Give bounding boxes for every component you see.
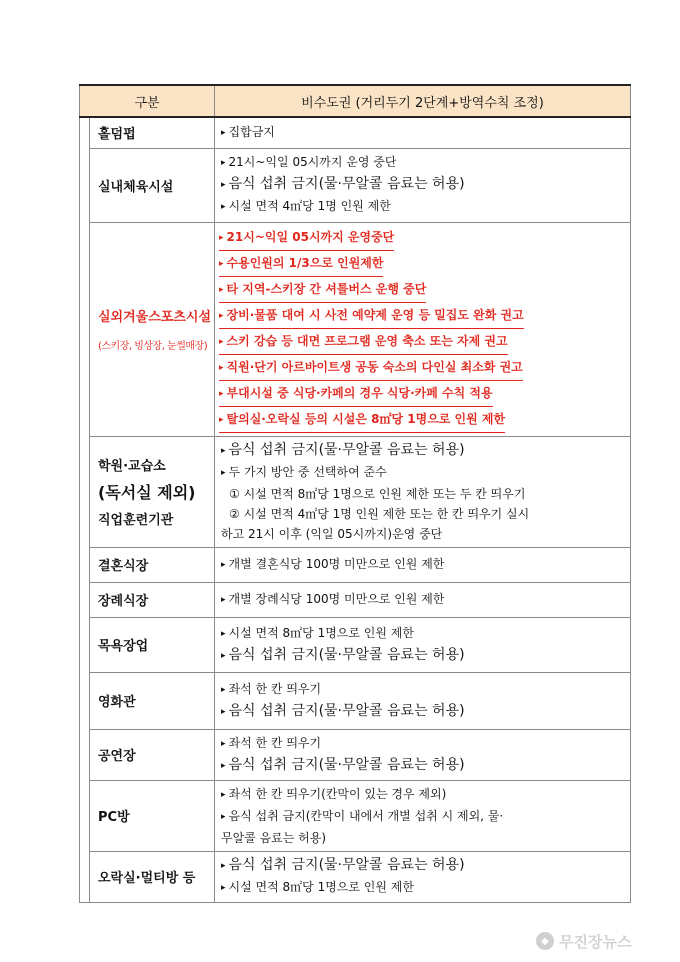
bullet-icon: ▸ [219, 232, 224, 243]
bullet-icon: ▸ [219, 310, 224, 321]
list-item: 무알콜 음료는 허용) [221, 830, 327, 845]
list-item: ▸ 21시~익일 05시까지 운영 중단 [221, 155, 397, 169]
row-name-title: 실외겨울스포츠시설 [98, 310, 212, 325]
row-content [215, 436, 631, 547]
bullet-icon: ▸ [221, 760, 226, 771]
regulation-table [79, 84, 631, 903]
list-item: ▸ 집합금지 [221, 124, 275, 139]
table-row-highlight [80, 222, 631, 436]
row-name: 오락실·멀티방 등 [90, 851, 215, 902]
list-item: ▸ 부대시설 중 식당·카페의 경우 식당·카페 수칙 적용 [219, 382, 493, 407]
list-item: ▸ 스키 강습 등 대면 프로그램 운영 축소 또는 자제 권고 [219, 330, 508, 355]
bullet-icon: ▸ [221, 127, 226, 138]
bullet-icon: ▸ [219, 362, 224, 373]
table-row [80, 148, 631, 222]
list-item: ① 시설 면적 8㎡당 1명으로 인원 제한 또는 두 칸 띄우기 [229, 486, 526, 501]
row-name: 홀덤펍 [90, 117, 215, 148]
row-name: 영화관 [90, 672, 215, 729]
row-content [215, 617, 631, 672]
bullet-icon: ▸ [221, 594, 226, 605]
list-item: ▸ 개별 결혼식당 100명 미만으로 인원 제한 [221, 556, 445, 571]
list-item: ▸ 음식 섭취 금지(물·무알콜 음료는 허용) [221, 856, 465, 873]
list-item: ② 시설 면적 4㎡당 1명 인원 제한 또는 한 칸 띄우기 실시 [229, 506, 530, 521]
list-item: ▸ 직원·단기 아르바이트생 공동 숙소의 다인실 최소화 권고 [219, 356, 523, 381]
row-content [215, 148, 631, 222]
bullet-icon: ▸ [221, 882, 226, 893]
header-category: 구분 [80, 85, 215, 117]
table-header-row [80, 85, 631, 117]
bullet-icon: ▸ [221, 158, 226, 168]
row-name: 공연장 [90, 729, 215, 780]
list-item: ▸ 음식 섭취 금지(물·무알콜 음료는 허용) [221, 646, 465, 663]
bullet-icon: ▸ [219, 336, 224, 347]
bullet-icon: ▸ [221, 650, 226, 661]
list-item: ▸ 21시~익일 05시까지 운영중단 [219, 226, 394, 251]
watermark-logo [536, 929, 676, 953]
row-name: 실내체육시설 [90, 148, 215, 222]
row-gutter [80, 117, 90, 902]
row-content [215, 851, 631, 902]
list-item: ▸ 탈의실·오락실 등의 시설은 8㎡당 1명으로 인원 제한 [219, 408, 505, 433]
row-name-line: (독서실 제외) [98, 483, 196, 502]
table-row [80, 851, 631, 902]
table-row [80, 729, 631, 780]
bullet-icon: ▸ [219, 388, 224, 399]
table-row [80, 547, 631, 582]
list-item: ▸ 타 지역-스키장 간 셔틀버스 운행 중단 [219, 278, 426, 303]
list-item: ▸ 시설 면적 8㎡당 1명으로 인원 제한 [221, 625, 414, 640]
list-item: ▸ 좌석 한 칸 띄우기 [221, 681, 322, 696]
row-content [215, 729, 631, 780]
list-item: ▸ 좌석 한 칸 띄우기 [221, 735, 322, 750]
watermark-text: 무진장뉴스 [559, 932, 632, 951]
table-row [80, 436, 631, 547]
table-row [80, 617, 631, 672]
table-row [80, 117, 631, 148]
row-name-line: 학원·교습소 [98, 459, 166, 474]
table-row [80, 780, 631, 851]
table-row [80, 582, 631, 617]
logo-icon: ◆ [536, 932, 554, 950]
row-name: 장례식장 [90, 582, 215, 617]
list-item: ▸ 음식 섭취 금지(물·무알콜 음료는 허용) [221, 702, 465, 719]
bullet-icon: ▸ [221, 467, 226, 478]
row-name-line: 직업훈련기관 [98, 513, 174, 528]
bullet-icon: ▸ [221, 706, 226, 717]
row-name [90, 222, 215, 436]
list-item: ▸ 시설 면적 4㎡당 1명 인원 제한 [221, 199, 391, 213]
row-content [215, 222, 631, 436]
row-name: 목욕장업 [90, 617, 215, 672]
bullet-icon: ▸ [221, 738, 226, 749]
bullet-icon: ▸ [221, 860, 226, 871]
list-item: ▸ 음식 섭취 금지(칸막이 내에서 개별 섭취 시 제외, 물· [221, 808, 504, 823]
list-item: ▸ 좌석 한 칸 띄우기(칸막이 있는 경우 제외) [221, 786, 447, 801]
row-content [215, 582, 631, 617]
row-content [215, 547, 631, 582]
row-content [215, 672, 631, 729]
list-item: ▸ 두 가지 방안 중 선택하여 준수 [221, 464, 387, 479]
list-item: ▸ 장비·물품 대여 시 사전 예약제 운영 등 밀집도 완화 권고 [219, 304, 524, 329]
list-item: ▸ 음식 섭취 금지(물·무알콜 음료는 허용) [221, 441, 465, 458]
row-name [90, 436, 215, 547]
bullet-icon: ▸ [221, 811, 226, 822]
bullet-icon: ▸ [221, 789, 226, 800]
header-region: 비수도권 (거리두기 2단계+방역수칙 조정) [215, 85, 631, 117]
row-name-sub: (스키장, 빙상장, 눈썰매장) [98, 341, 208, 352]
table-row [80, 672, 631, 729]
list-item: ▸ 음식 섭취 금지(물·무알콜 음료는 허용) [221, 176, 465, 192]
row-name: PC방 [90, 780, 215, 851]
list-item: 하고 21시 이후 (익일 05시까지)운영 중단 [221, 526, 443, 541]
bullet-icon: ▸ [219, 414, 224, 425]
bullet-icon: ▸ [219, 258, 224, 269]
list-item: ▸ 시설 면적 8㎡당 1명으로 인원 제한 [221, 879, 414, 894]
row-name: 결혼식장 [90, 547, 215, 582]
bullet-icon: ▸ [221, 684, 226, 695]
row-content [215, 780, 631, 851]
list-item: ▸ 음식 섭취 금지(물·무알콜 음료는 허용) [221, 756, 465, 773]
row-content [215, 117, 631, 148]
bullet-icon: ▸ [219, 284, 224, 295]
bullet-icon: ▸ [221, 559, 226, 570]
bullet-icon: ▸ [221, 628, 226, 639]
list-item: ▸ 개별 장례식당 100명 미만으로 인원 제한 [221, 591, 445, 606]
bullet-icon: ▸ [221, 180, 226, 190]
bullet-icon: ▸ [221, 445, 226, 456]
bullet-icon: ▸ [221, 202, 226, 212]
list-item: ▸ 수용인원의 1/3으로 인원제한 [219, 252, 383, 277]
